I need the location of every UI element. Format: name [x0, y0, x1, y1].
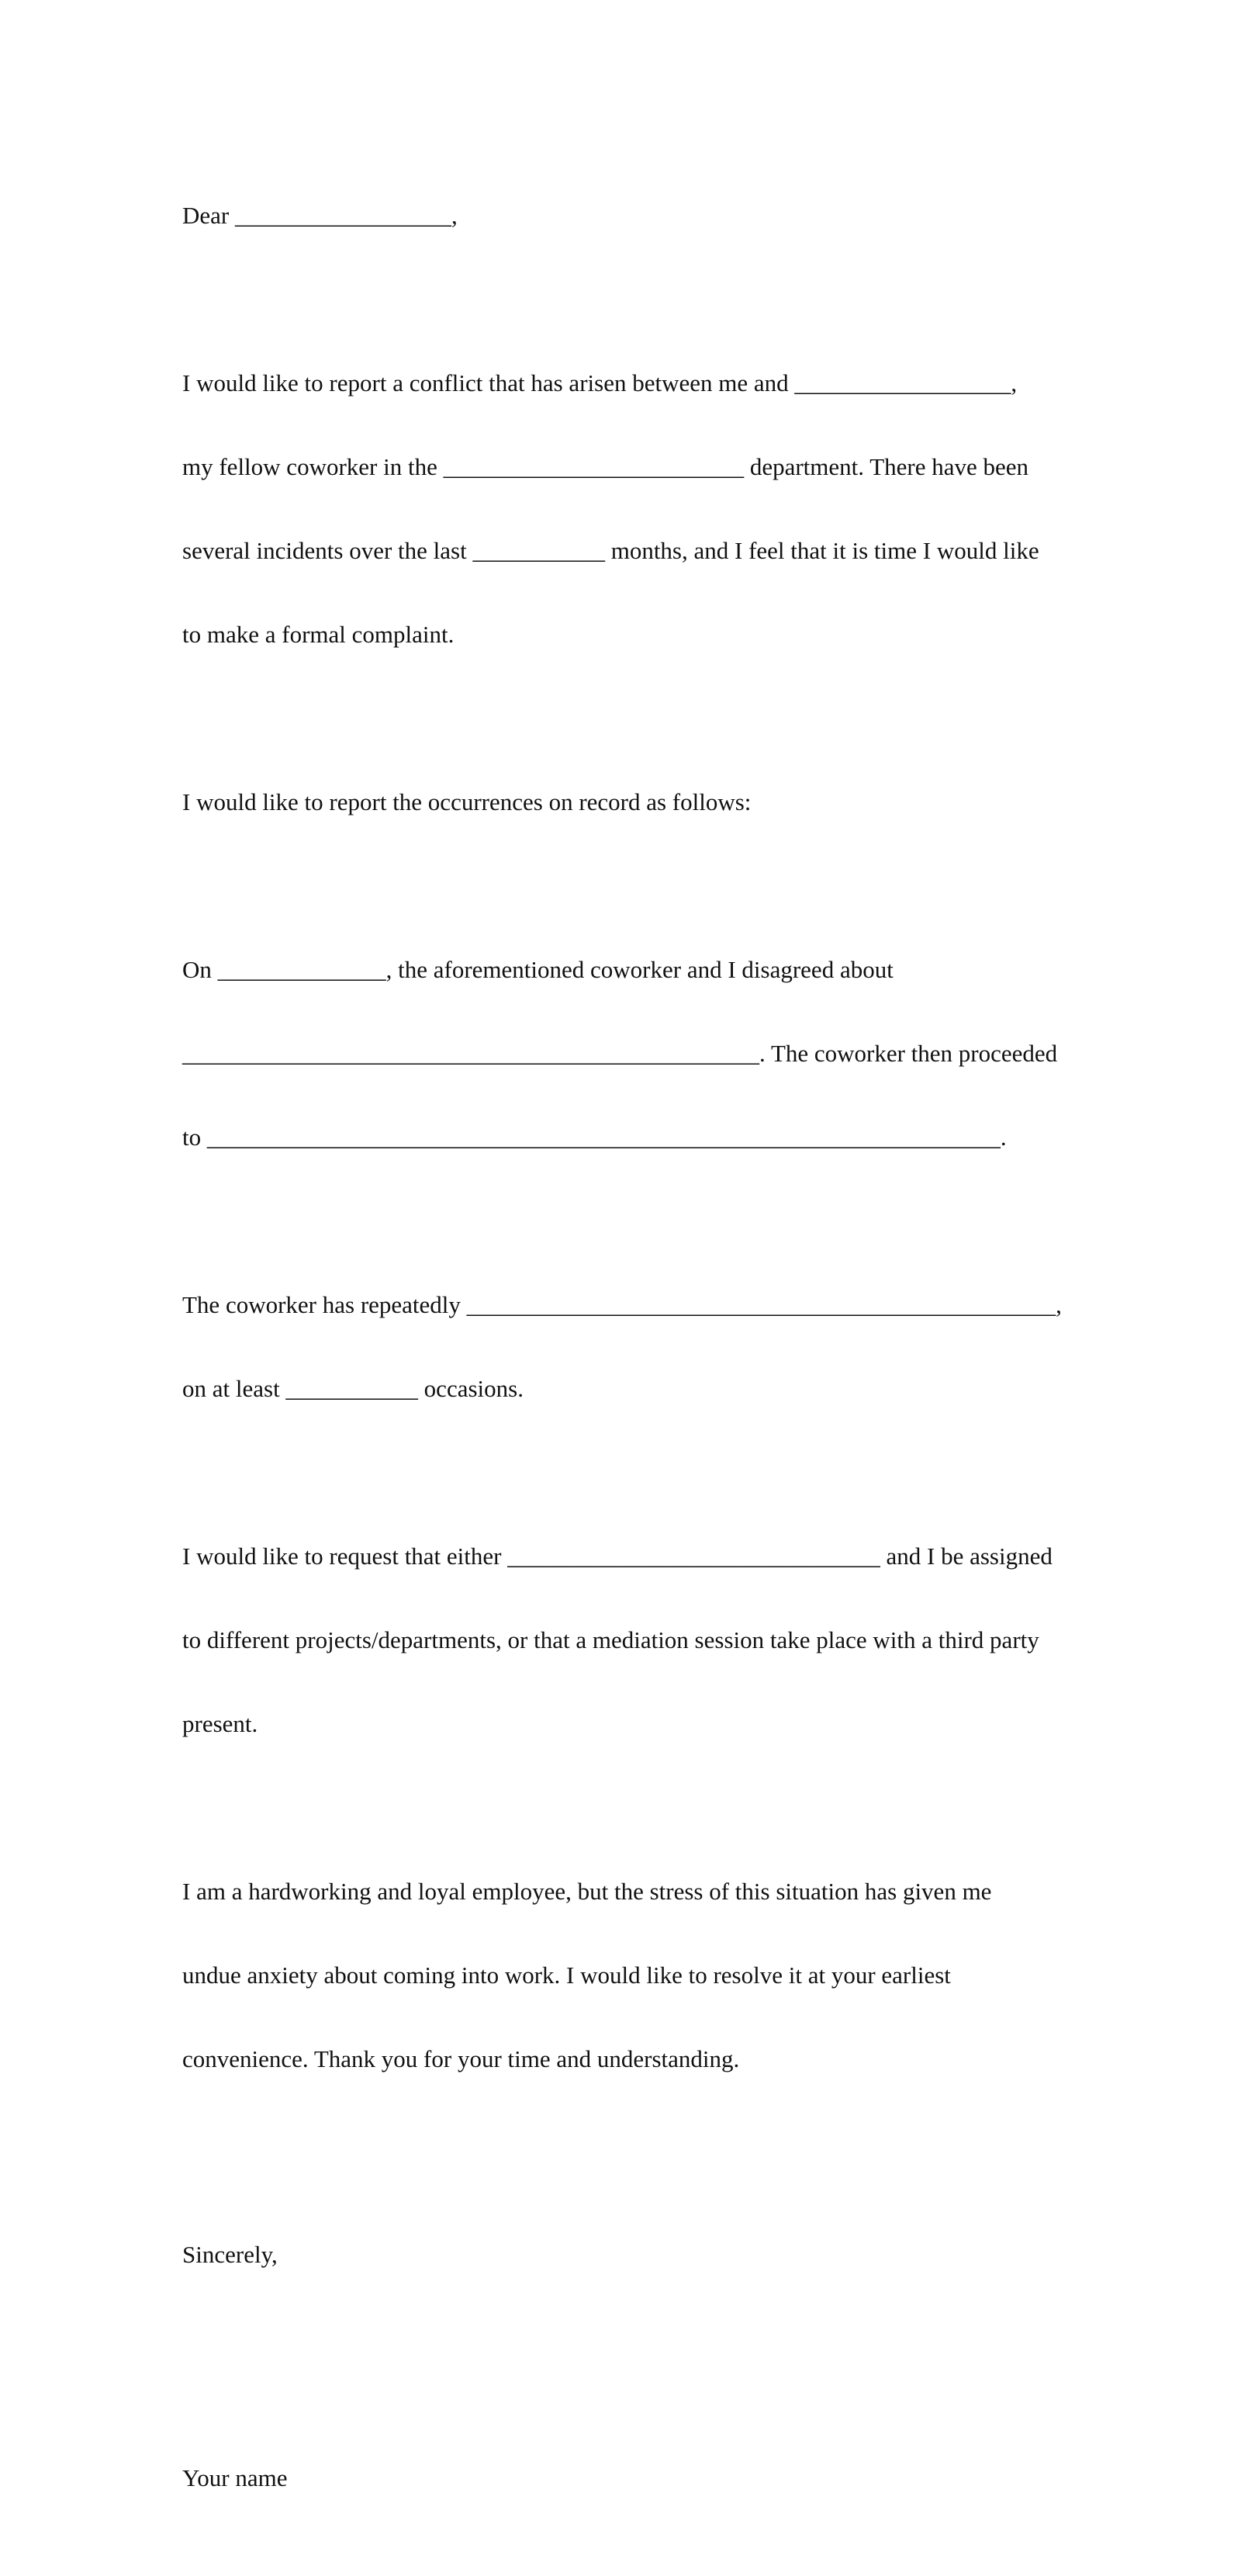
paragraph-line: my fellow coworker in the _________________________ department. There have been — [182, 453, 1029, 480]
signature-line: Your name — [182, 2464, 288, 2491]
paragraph-line: ________________________________________________. The coworker then proceeded — [182, 1040, 1058, 1067]
closing — [182, 2185, 1098, 2325]
salutation — [182, 146, 1098, 286]
paragraph-closing-statement — [182, 1822, 1098, 2129]
paragraph-line: present. — [182, 1710, 258, 1737]
paragraph-occurrences-intro — [182, 732, 1098, 872]
paragraph-line: undue anxiety about coming into work. I would like to resolve it at your earliest — [182, 1961, 951, 1989]
paragraph-line: I would like to request that either _______________________________ and I be assigned — [182, 1542, 1053, 1570]
paragraph-line: The coworker has repeatedly _________________________________________________, — [182, 1291, 1062, 1318]
spacer — [182, 2353, 1098, 2408]
closing-line: Sincerely, — [182, 2241, 278, 2268]
signature — [182, 2408, 1098, 2548]
paragraph-line: I would like to report the occurrences on record as follows: — [182, 788, 752, 815]
paragraph-line: several incidents over the last ___________ months, and I feel that it is time I would like — [182, 537, 1039, 564]
paragraph-line: I am a hardworking and loyal employee, but the stress of this situation has given me — [182, 1878, 992, 1905]
paragraph-incident — [182, 900, 1098, 1207]
paragraph-line: I would like to report a conflict that has arisen between me and __________________, — [182, 369, 1018, 396]
salutation-line: Dear __________________, — [182, 202, 458, 229]
paragraph-request — [182, 1487, 1098, 1794]
paragraph-conflict-report — [182, 313, 1098, 705]
paragraph-line: on at least ___________ occasions. — [182, 1375, 524, 1402]
paragraph-repeated-behavior — [182, 1235, 1098, 1459]
paragraph-line: to make a formal complaint. — [182, 621, 455, 648]
spacer — [182, 2157, 1098, 2185]
paragraph-line: convenience. Thank you for your time and understanding. — [182, 2045, 740, 2072]
letter-body — [182, 146, 1098, 2576]
paragraph-line: to __________________________________________________________________. — [182, 1124, 1007, 1151]
paragraph-line: to different projects/departments, or that a mediation session take place with a third party — [182, 1626, 1039, 1653]
paragraph-line: On ______________, the aforementioned coworker and I disagreed about — [182, 956, 894, 983]
